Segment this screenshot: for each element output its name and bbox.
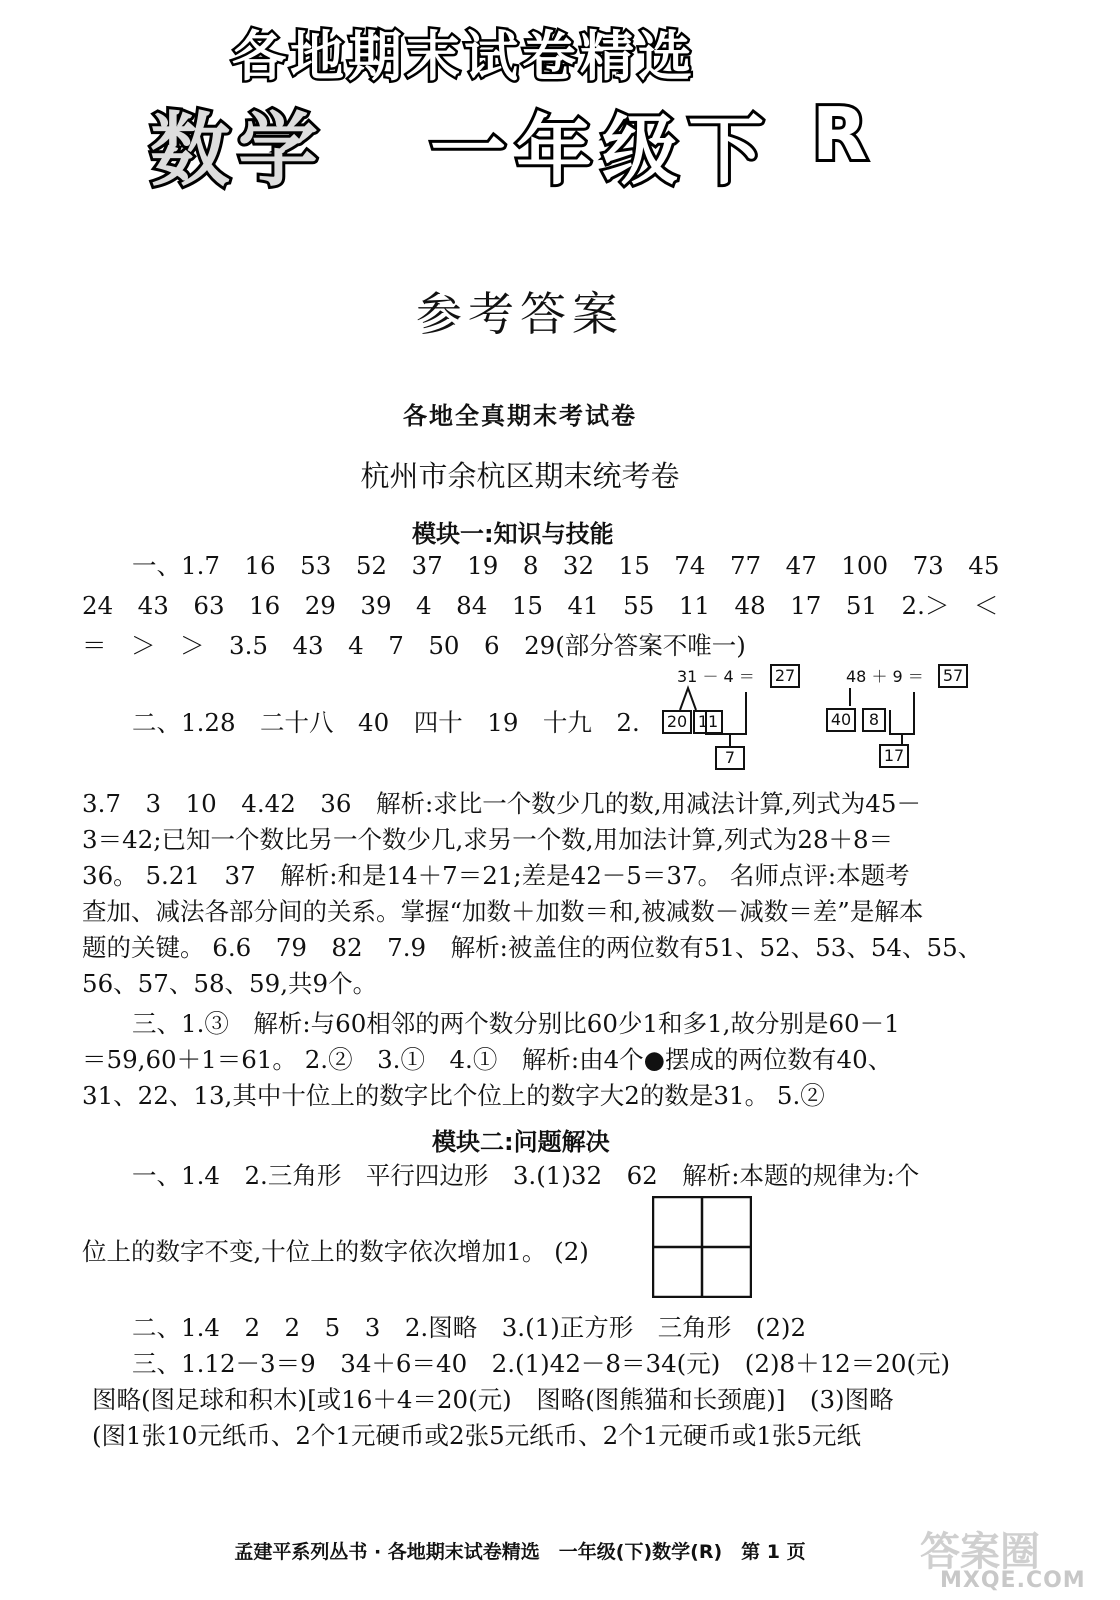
- answer-line: ＝59,60＋1＝61。 2.② 3.① 4.① 解析:由4个●摆成的两位数有40、: [82, 1045, 893, 1074]
- bottom-box: 17: [879, 744, 909, 768]
- part-box: 11: [693, 710, 723, 734]
- answer-line: 一、1.4 2.三角形 平行四边形 3.(1)32 62 解析:本题的规律为:个: [132, 1161, 920, 1190]
- answer-line: 31、22、13,其中十位上的数字比个位上的数字大2的数是31。 5.②: [82, 1081, 825, 1110]
- answer-line: 位上的数字不变,十位上的数字依次增加1。 (2): [82, 1237, 589, 1266]
- answer-line: 3.7 3 10 4.42 36 解析:求比一个数少几的数,用减法计算,列式为45－: [82, 789, 921, 818]
- answer-line: 一、1.7 16 53 52 37 19 8 32 15 74 77 47 100 73 45: [132, 551, 1000, 580]
- section-title: 各地全真期末考试卷: [403, 402, 637, 430]
- equation-text: 48 ＋ 9 ＝: [846, 667, 924, 686]
- exam-title: 杭州市余杭区期末统考卷: [360, 459, 680, 493]
- watermark-url: MXQE.COM: [940, 1568, 1086, 1593]
- answer-line: 3＝42;已知一个数比另一个数少几,求另一个数,用加法计算,列式为28＋8＝: [82, 825, 894, 854]
- answer-line: 题的关键。 6.6 79 82 7.9 解析:被盖住的两位数有51、52、53、54、55、: [82, 933, 983, 962]
- answer-line: 二、1.28 二十八 40 四十 19 十九 2.: [132, 708, 640, 737]
- answer-line: 56、57、58、59,共9个。: [82, 969, 378, 998]
- bottom-box: 7: [715, 746, 745, 770]
- part-box: 20: [662, 710, 692, 734]
- square-grid-figure: [652, 1196, 752, 1298]
- series-title: 各地期末试卷精选: [232, 25, 696, 88]
- subject-title: 数学: [150, 104, 326, 197]
- answer-line: 二、1.4 2 2 5 3 2.图略 3.(1)正方形 三角形 (2)2: [132, 1313, 807, 1342]
- grade-title: 一年级下: [430, 106, 774, 195]
- answer-line: 图略(图足球和积木)[或16＋4＝20(元) 图略(图熊猫和长颈鹿)] (3)图略: [92, 1385, 894, 1414]
- answers-title: 参考答案: [416, 287, 624, 341]
- diagram-lines: [840, 684, 940, 750]
- answer-line: 三、1.12－3＝9 34＋6＝40 2.(1)42－8＝34(元) (2)8＋12＝20(元): [132, 1349, 951, 1378]
- equation-text: 31 － 4 ＝: [677, 667, 755, 686]
- page-footer: 孟建平系列丛书 · 各地期末试卷精选 一年级(下)数学(R) 第 1 页: [234, 1541, 806, 1563]
- edition-label: R: [812, 92, 868, 176]
- answer-line: 三、1.③ 解析:与60相邻的两个数分别比60少1和多1,故分别是60－1: [132, 1009, 900, 1038]
- answer-line: 查加、减法各部分间的关系。掌握“加数＋加数＝和,被减数－减数＝差”是解本: [82, 897, 924, 926]
- answer-line: 36。 5.21 37 解析:和是14＋7＝21;差是42－5＝37。 名师点评:本题考: [82, 861, 910, 890]
- watermark-logo: 答案圈: [920, 1529, 1040, 1575]
- result-box: 27: [770, 664, 800, 688]
- part-box: 40: [826, 708, 856, 732]
- answer-line: ＝ ＞ ＞ 3.5 43 4 7 50 6 29(部分答案不唯一): [82, 631, 746, 660]
- module2-title: 模块二:问题解决: [432, 1128, 610, 1156]
- diagram-lines: [660, 684, 760, 750]
- module1-title: 模块一:知识与技能: [412, 520, 614, 548]
- answer-line: (图1张10元纸币、2个1元硬币或2张5元纸币、2个1元硬币或1张5元纸: [92, 1421, 862, 1450]
- answer-line: 24 43 63 16 29 39 4 84 15 41 55 11 48 17 51 2.＞ ＜: [82, 591, 999, 620]
- result-box: 57: [938, 664, 968, 688]
- part-box: 8: [862, 708, 886, 732]
